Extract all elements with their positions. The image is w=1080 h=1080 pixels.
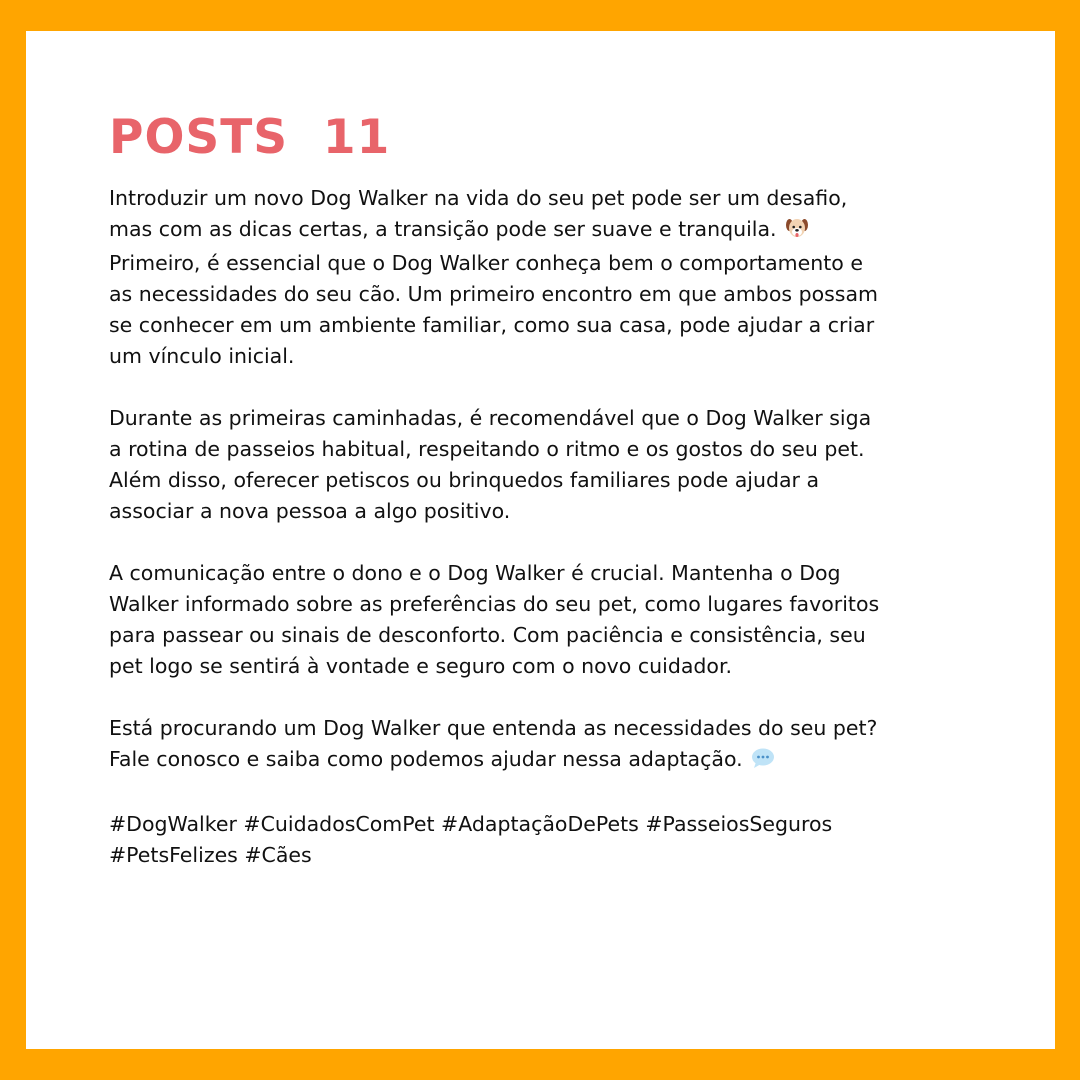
paragraph-intro-text: Introduzir um novo Dog Walker na vida do seu pet pode ser um desafio, mas com as dicas certas, a transição pode ser suave e tranquila.	[109, 186, 848, 241]
paragraph-walks: Durante as primeiras caminhadas, é recomendável que o Dog Walker siga a rotina de passeios habitual, respeitando o ritmo e os gostos do seu pet. Além disso, oferecer petiscos ou brinquedos familiares pode ajudar a associar a nova pessoa a algo positivo.	[109, 406, 872, 523]
hashtags: #DogWalker #CuidadosComPet #AdaptaçãoDePets #PasseiosSeguros #PetsFelizes #Cães	[109, 812, 833, 867]
paragraph-intro-text-continued: Primeiro, é essencial que o Dog Walker conheça bem o comportamento e as necessidades do seu cão. Um primeiro encontro em que ambos possam se conhecer em um ambiente familiar, como sua casa, pode ajudar a criar um vínculo inicial.	[109, 251, 879, 368]
paragraph-communication: A comunicação entre o dono e o Dog Walker é crucial. Mantenha o Dog Walker informado sobre as preferências do seu pet, como lugares favoritos para passear ou sinais de desconforto. Com paciência e consistência, seu pet logo se sentirá à vontade e seguro com o novo cuidador.	[109, 561, 880, 678]
speech-bubble-icon	[751, 747, 775, 778]
post-title: POSTS 11	[109, 110, 391, 165]
dog-face-icon	[785, 217, 809, 248]
paragraph-intro	[109, 183, 979, 372]
paragraph-contact-text: Está procurando um Dog Walker que entenda as necessidades do seu pet? Fale conosco e saiba como podemos ajudar nessa adaptação.	[109, 716, 878, 771]
paragraph-contact	[109, 713, 979, 778]
post-body	[109, 183, 979, 902]
